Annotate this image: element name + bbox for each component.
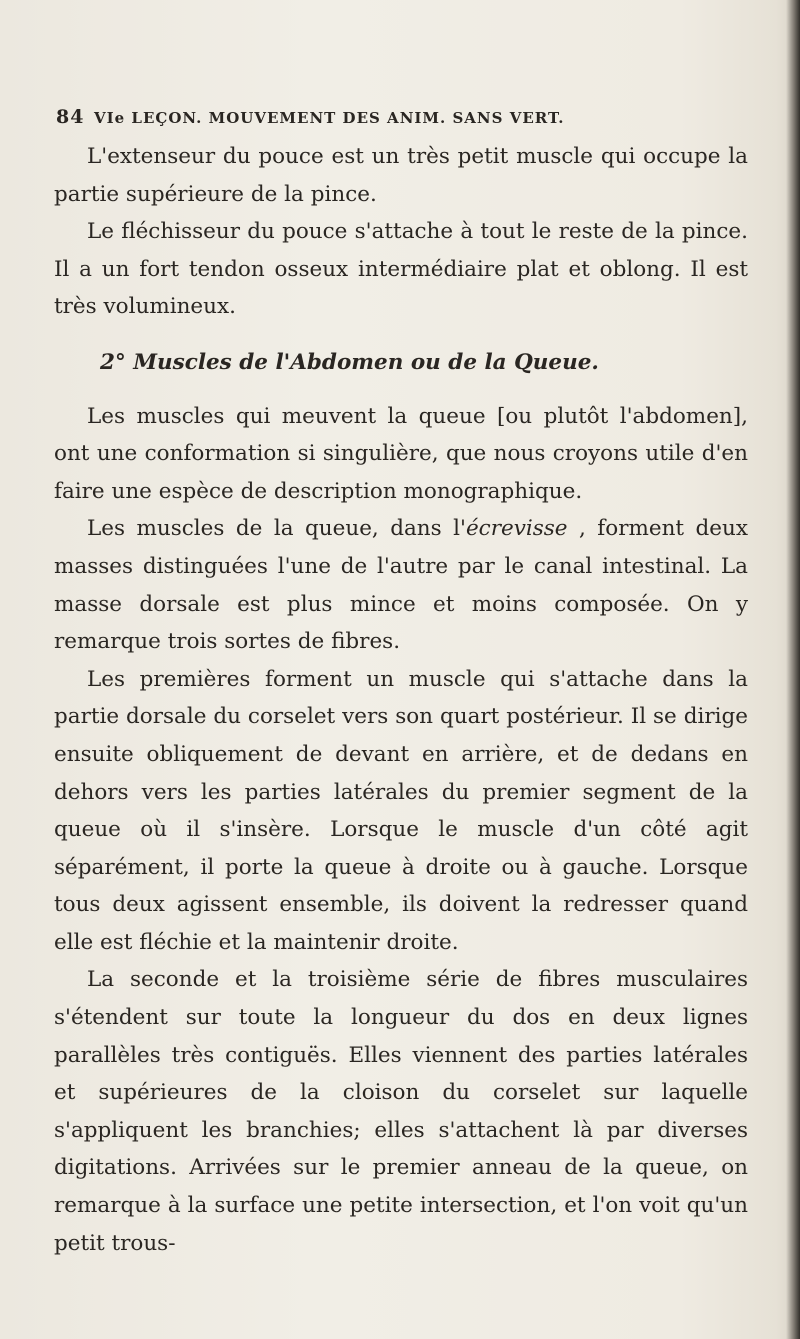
running-header [56,106,756,128]
ecrevisse-italic: écrevisse [465,516,568,542]
paragraph-ecrevisse [54,510,748,660]
para4-text-after: , forment deux masses distinguées l'une de l'autre par le canal intestinal. La masse dorsale est plus mince et moins composée. On y remarque trois sortes de fibres. [54,516,748,655]
paragraph-flechisseur: Le fléchisseur du pouce s'attache à tout le reste de la pince. Il a un fort tendon osseux intermédiaire plat et oblong. Il est très volumineux. [54,219,748,320]
page-number: 84 [56,106,85,128]
section-heading: 2° Muscles de l'Abdomen ou de la Queue. [100,349,599,375]
para4-text-before: Les muscles de la queue, dans l' [87,516,466,542]
paragraph-premieres-fibres: Les premières forment un muscle qui s'attache dans la partie dorsale du corselet vers son quart postérieur. Il se dirige ensuite obliquement de devant en arrière, et de dedans en dehors vers les parties latérales du premier segment de la queue où il s'insère. Lorsque le muscle d'un côté agit séparément, il porte la queue à droite ou à gauche. Lorsque tous deux agissent ensemble, ils doivent la redresser quand elle est fléchie et la maintenir droite. [54,666,748,955]
paragraph-extenseur: L'extenseur du pouce est un très petit muscle qui occupe la partie supérieure de la pince. [54,144,748,207]
paragraph-muscles-queue: Les muscles qui meuvent la queue [ou plutôt l'abdomen], ont une conformation si singulière, que nous croyons utile d'en faire une espèce de description monographique. [54,403,748,504]
running-title: VIe LEÇON. MOUVEMENT DES ANIM. SANS VERT. [94,109,565,127]
paragraph-seconde-troisieme: La seconde et la troisième série de fibres musculaires s'étendent sur toute la longueur du dos en deux lignes parallèles très contiguës. Elles viennent des parties latérales et supérieures de la cloison du corselet sur laquelle s'appliquent les branchies; elles s'attachent là par diverses digitations. Arrivées sur le premier anneau de la queue, on remarque à la surface une petite intersection, et l'on voit qu'un petit trous- [54,967,748,1256]
body-text [54,138,748,1262]
page-edge-shadow [786,0,800,1339]
